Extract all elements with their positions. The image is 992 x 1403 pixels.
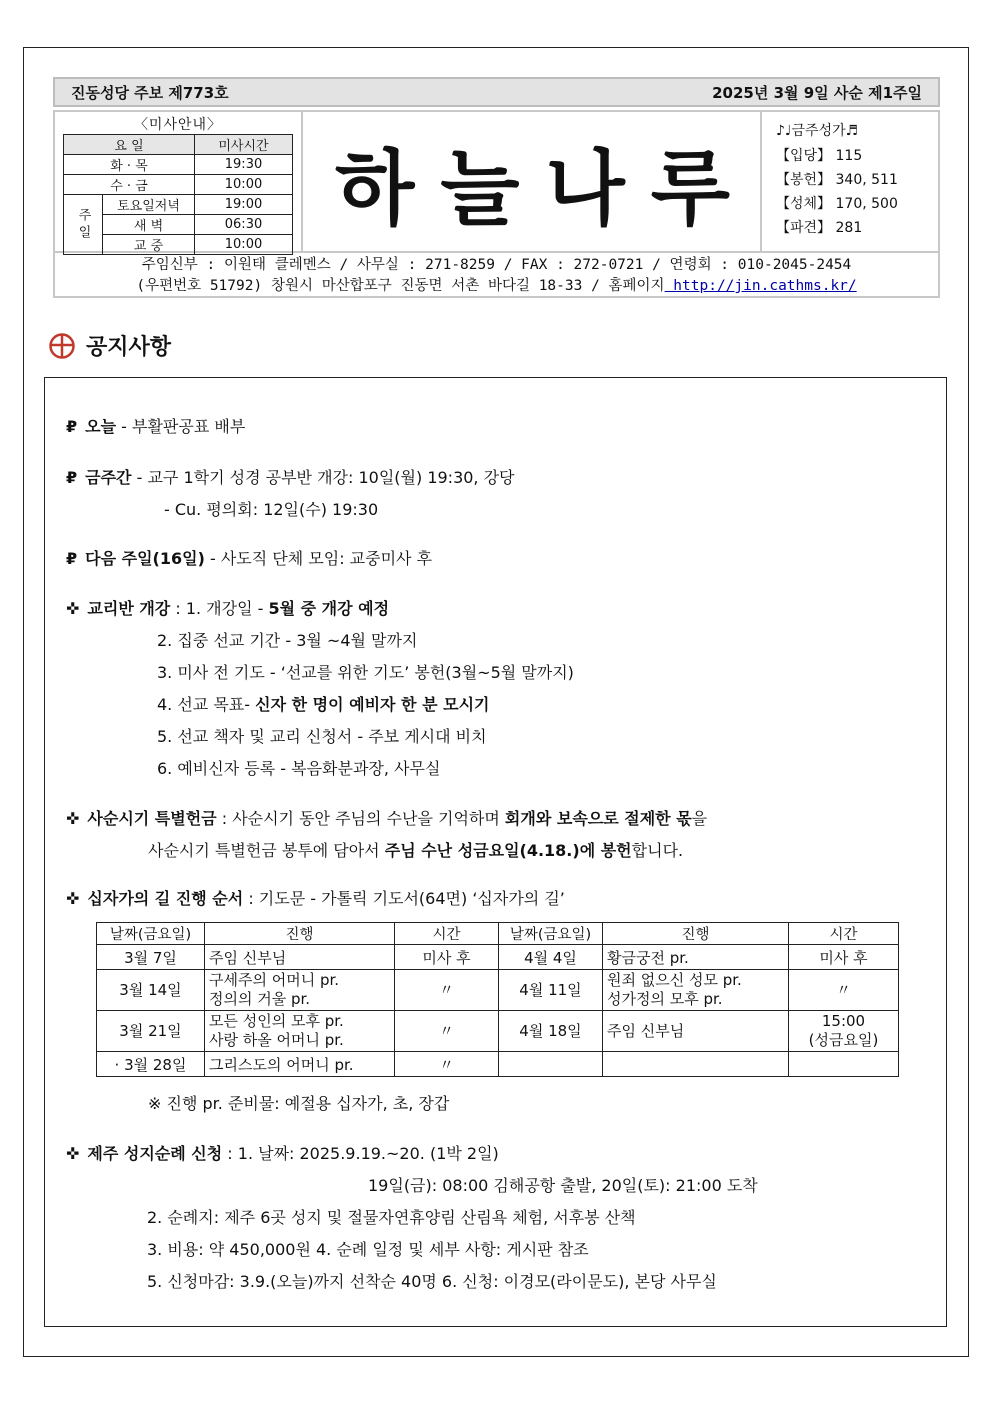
mass-day: 수 · 금 — [64, 175, 195, 195]
notice-text: - 교구 1학기 성경 공부반 개강: 10일(월) 19:30, 강당 — [131, 468, 515, 487]
notice-text: 합니다. — [631, 841, 684, 860]
jeju-item-5: 5. 신청마감: 3.9.(오늘)까지 선착순 40명 6. 신청: 이경모(라이문도), 본당 사무실 — [147, 1272, 717, 1291]
station-date: 3월 21일 — [97, 1011, 205, 1052]
notice-text: : 기도문 - 가톨릭 기도서(64면) ‘십자가의 길’ — [243, 889, 565, 908]
notice-label: 오늘 — [85, 417, 117, 436]
notice-label: 제주 성지순례 신청 — [87, 1144, 223, 1163]
mass-day: 토요일저녁 — [103, 195, 195, 215]
notice-title: 공지사항 — [86, 335, 172, 360]
masthead — [53, 110, 940, 253]
table-header: 날짜(금요일) — [97, 923, 205, 945]
mass-time: 19:30 — [195, 155, 293, 175]
station-time: 미사 후 — [789, 945, 899, 970]
mass-day: 화 · 목 — [64, 155, 195, 175]
mass-col-day: 요 일 — [64, 135, 195, 155]
station-date: · 3월 28일 — [97, 1052, 205, 1077]
hymn-list — [760, 112, 940, 253]
hymn-row — [776, 144, 940, 168]
contact-line-2 — [55, 276, 938, 297]
table-header: 시간 — [789, 923, 899, 945]
notice-emphasis: 회개와 보속으로 절제한 몫 — [504, 809, 692, 828]
hymn-value: 170, 500 — [835, 196, 898, 212]
station-leader — [603, 1052, 789, 1077]
notice-emphasis: 신자 한 명이 예비자 한 분 모시기 — [255, 695, 490, 714]
mass-time: 10:00 — [195, 175, 293, 195]
notice-label: 십자가의 길 진행 순서 — [87, 889, 244, 908]
jeju-item-2: 2. 순례지: 제주 6곳 성지 및 절물자연휴양림 산림욕 체험, 서후봉 산책 — [147, 1208, 636, 1227]
won-icon: ₽ — [66, 468, 78, 487]
hymn-label: 【봉헌】 — [776, 172, 832, 188]
notice-text: - 사도직 단체 모임: 교중미사 후 — [204, 549, 433, 568]
station-date: 3월 14일 — [97, 970, 205, 1011]
sunday-label: 주일 — [64, 195, 103, 255]
notice-label: 사순시기 특별헌금 — [87, 809, 217, 828]
station-leader: 그리스도의 어머니 pr. — [205, 1052, 395, 1077]
notice-text: - 부활판공표 배부 — [116, 417, 246, 436]
mass-time: 19:00 — [195, 195, 293, 215]
station-time: 〃 — [395, 1052, 499, 1077]
stations-table — [96, 922, 899, 1077]
won-icon: ₽ — [66, 549, 78, 568]
hymn-title: ♪♩금주성가♬ — [776, 123, 859, 139]
station-time: 〃 — [395, 1011, 499, 1052]
mass-schedule — [55, 112, 303, 253]
homepage-link[interactable]: http://jin.cathms.kr/ — [664, 278, 857, 294]
contact-info — [53, 253, 940, 298]
station-time: 미사 후 — [395, 945, 499, 970]
mass-day: 새 벽 — [103, 215, 195, 235]
notice-label: 다음 주일(16일) — [85, 549, 205, 568]
hymn-value: 115 — [835, 148, 863, 164]
cross-circle-icon — [48, 332, 76, 360]
cross-bullet-icon: ✜ — [66, 809, 80, 828]
mass-time: 06:30 — [195, 215, 293, 235]
table-row — [97, 1011, 899, 1052]
station-time — [789, 1052, 899, 1077]
table-row — [97, 1052, 899, 1077]
station-date: 4월 11일 — [499, 970, 603, 1011]
notice-week-2: - Cu. 평의회: 12일(수) 19:30 — [164, 500, 379, 519]
hymn-row — [776, 192, 940, 216]
cross-bullet-icon: ✜ — [66, 1144, 80, 1163]
station-time: 〃 — [789, 970, 899, 1011]
mass-schedule-table — [63, 134, 293, 255]
station-time: 〃 — [395, 970, 499, 1011]
hymn-value: 340, 511 — [835, 172, 898, 188]
catechism-item-5: 5. 선교 책자 및 교리 신청서 - 주보 게시대 비치 — [157, 727, 487, 746]
table-header: 날짜(금요일) — [499, 923, 603, 945]
jeju-item-3: 3. 비용: 약 450,000원 4. 순례 일정 및 세부 사항: 게시판 참조 — [147, 1240, 589, 1259]
station-time: 15:00 (성금요일) — [789, 1011, 899, 1052]
notice-label: 금주간 — [85, 468, 132, 487]
hymn-row — [776, 216, 940, 240]
notice-text: 을 — [691, 809, 708, 828]
station-date: 4월 4일 — [499, 945, 603, 970]
bulletin-header — [53, 77, 940, 107]
won-icon: ₽ — [66, 417, 78, 436]
notice-week — [66, 465, 515, 488]
table-row — [97, 945, 899, 970]
catechism-item-4 — [157, 692, 489, 715]
station-date — [499, 1052, 603, 1077]
table-row — [97, 970, 899, 1011]
notice-lent-2 — [148, 838, 683, 861]
notice-text: 사순시기 특별헌금 봉투에 담아서 — [148, 841, 385, 860]
station-leader: 주임 신부님 — [205, 945, 395, 970]
address: (우편번호 51792) 창원시 마산합포구 진동면 서촌 바다길 18-33 / 홈페이지 — [136, 278, 665, 294]
mass-day: 교 중 — [103, 235, 195, 255]
hymn-label: 【입당】 — [776, 148, 832, 164]
notice-jeju — [66, 1141, 499, 1164]
hymn-row — [776, 168, 940, 192]
mass-col-time: 미사시간 — [195, 135, 293, 155]
table-header: 시간 — [395, 923, 499, 945]
bulletin-number: 진동성당 주보 제773호 — [71, 83, 229, 102]
contact-line-1: 주임신부 : 이원태 클레멘스 / 사무실 : 271-8259 / FAX : 272-0721 / 연령회 : 010-2045-2454 — [141, 257, 852, 273]
notice-stations — [66, 886, 565, 909]
notice-lent — [66, 806, 707, 829]
notice-emphasis: 주님 수난 성금요일(4.18.)에 봉헌 — [384, 841, 632, 860]
hymn-label: 【성체】 — [776, 196, 832, 212]
catechism-item-2: 2. 집중 선교 기간 - 3월 ~4월 말까지 — [157, 631, 418, 650]
notice-today — [66, 414, 245, 437]
notice-text: : 1. 날짜: 2025.9.19.~20. (1박 2일) — [222, 1144, 499, 1163]
notice-text: 1. 개강일 - — [185, 599, 269, 618]
table-header: 진행 — [603, 923, 789, 945]
notice-next-sunday — [66, 546, 432, 569]
colon: : — [170, 599, 186, 618]
cross-bullet-icon: ✜ — [66, 599, 80, 618]
mass-schedule-title: 〈미사안내〉 — [133, 117, 223, 133]
mass-time: 10:00 — [195, 235, 293, 255]
notice-label: 교리반 개강 — [87, 599, 171, 618]
table-header: 진행 — [205, 923, 395, 945]
title-box — [305, 112, 760, 253]
catechism-item-6: 6. 예비신자 등록 - 복음화분과장, 사무실 — [157, 759, 441, 778]
station-date: 3월 7일 — [97, 945, 205, 970]
notice-heading — [48, 330, 171, 361]
station-leader: 구세주의 어머니 pr. 정의의 거울 pr. — [205, 970, 395, 1011]
station-leader: 원죄 없으신 성모 pr. 성가정의 모후 pr. — [603, 970, 789, 1011]
bulletin-date: 2025년 3월 9일 사순 제1주일 — [712, 83, 922, 102]
hymn-label: 【파견】 — [776, 220, 832, 236]
notice-text: 4. 선교 목표- — [157, 695, 256, 714]
notice-text: : 사순시기 동안 주님의 수난을 기억하며 — [216, 809, 505, 828]
catechism-item-3: 3. 미사 전 기도 - ‘선교를 위한 기도’ 봉헌(3월~5월 말까지) — [157, 663, 574, 682]
station-date: 4월 18일 — [499, 1011, 603, 1052]
cross-bullet-icon: ✜ — [66, 889, 80, 908]
notice-catechism — [66, 596, 389, 619]
station-leader: 황금궁전 pr. — [603, 945, 789, 970]
hymn-value: 281 — [835, 220, 863, 236]
station-leader: 주임 신부님 — [603, 1011, 789, 1052]
stations-note: ※ 진행 pr. 준비물: 예절용 십자가, 초, 장갑 — [148, 1094, 450, 1113]
station-leader: 모든 성인의 모후 pr. 사랑 하올 어머니 pr. — [205, 1011, 395, 1052]
bulletin-title: 하늘나루 — [335, 142, 756, 237]
jeju-schedule: 19일(금): 08:00 김해공항 출발, 20일(토): 21:00 도착 — [368, 1176, 758, 1195]
notice-emphasis: 5월 중 개강 예정 — [268, 599, 390, 618]
